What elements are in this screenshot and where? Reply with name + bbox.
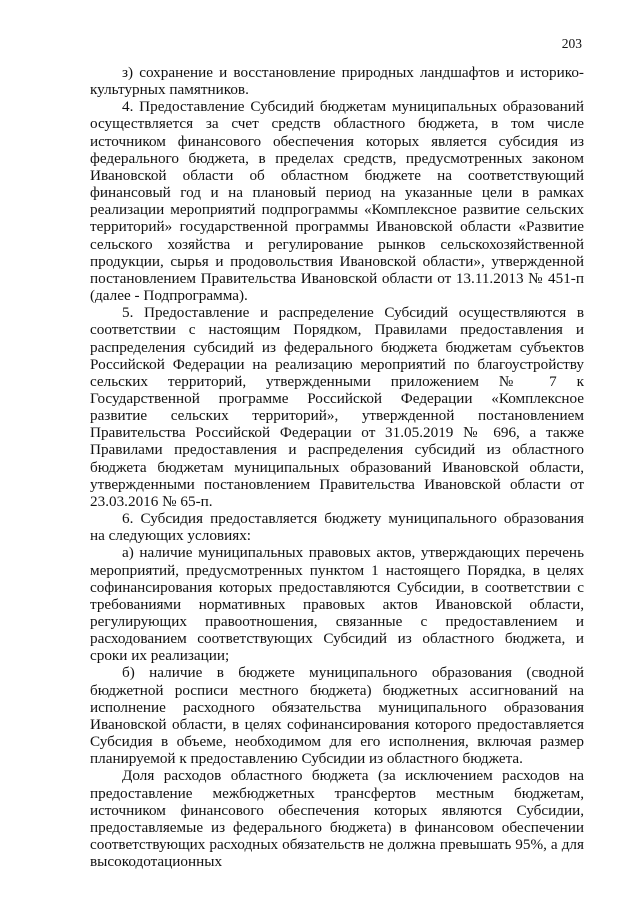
page-number: 203 bbox=[561, 36, 582, 51]
paragraph-subitem-a: а) наличие муниципальных правовых актов, утверждающих перечень мероприятий, предусмотренных пунктом 1 настоящего Порядка, в целях софинансирования которых предоставляются Субсидии, в соответствии с требованиями нормативных правовых актов Ивановской области, регулирующих правоотношения, связанные с предоставлением и расходованием соответствующих Субсидий из областного бюджета, и сроки их реализации; bbox=[90, 544, 584, 665]
paragraph-subitem-b: б) наличие в бюджете муниципального образования (сводной бюджетной росписи местного бюджета) бюджетных ассигнований на исполнение расходного обязательства муниципального образования Ивановской области, в целях софинансирования которого предоставляется Субсидия в объеме, необходимом для его исполнения, включая размер планируемой к предоставлению Субсидии из областного бюджета. bbox=[90, 664, 584, 768]
document-body bbox=[90, 64, 584, 870]
paragraph-expense-share: Доля расходов областного бюджета (за исключением расходов на предоставление межбюджетных трансфертов местным бюджетам, источником финансового обеспечения которых являются Субсидии, предоставляемые из федерального бюджета) в финансовом обеспечении соответствующих расходных обязательств не должна превышать 95%, а для высокодотационных bbox=[90, 767, 584, 871]
paragraph-point-5: 5. Предоставление и распределение Субсидий осуществляются в соответствии с настоящим Порядком, Правилами предоставления и распределения субсидий из федерального бюджета бюджетам субъектов Российской Федерации на реализацию мероприятий по благоустройству сельских территорий, утвержденными приложением № 7 к Государственной программе Российской Федерации «Комплексное развитие сельских территорий», утвержденной постановлением Правительства Российской Федерации от 31.05.2019 № 696, а также Правилами предоставления и распределения субсидий из областного бюджета бюджетам муниципальных образований Ивановской области, утвержденными постановлением Правительства Ивановской области от 23.03.2016 № 65-п. bbox=[90, 304, 584, 510]
paragraph-point-6: 6. Субсидия предоставляется бюджету муниципального образования на следующих условиях: bbox=[90, 510, 584, 545]
paragraph-item-z: з) сохранение и восстановление природных ландшафтов и историко-культурных памятников. bbox=[90, 64, 584, 99]
paragraph-point-4: 4. Предоставление Субсидий бюджетам муниципальных образований осуществляется за счет средств областного бюджета, в том числе источником финансового обеспечения которых является субсидия из федерального бюджета, в пределах средств, предусмотренных законом Ивановской области об областном бюджете на соответствующий финансовый год и на плановый период на указанные цели в рамках реализации мероприятий подпрограммы «Комплексное развитие сельских территорий» государственной программы Ивановской области «Развитие сельского хозяйства и регулирование рынков сельскохозяйственной продукции, сырья и продовольствия Ивановской области», утвержденной постановлением Правительства Ивановской области от 13.11.2013 № 451-п (далее - Подпрограмма). bbox=[90, 98, 584, 305]
